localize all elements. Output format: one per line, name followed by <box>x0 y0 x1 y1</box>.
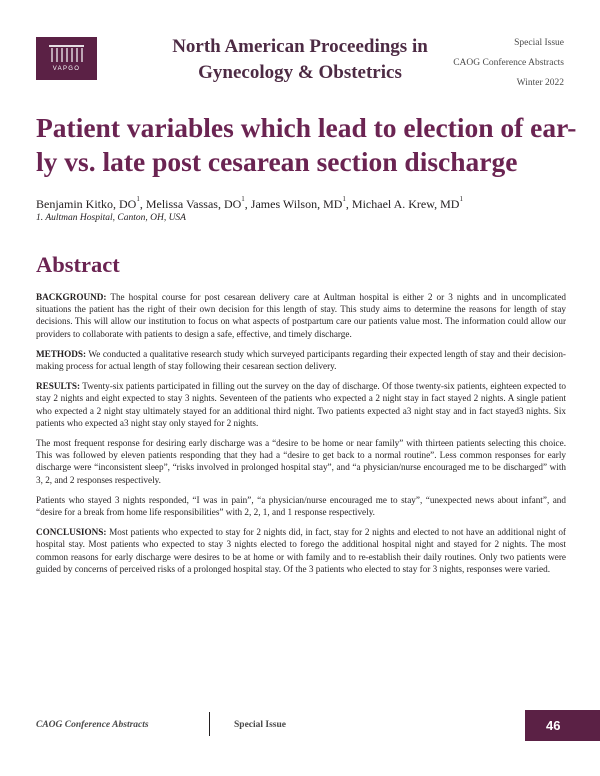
journal-logo <box>36 37 97 80</box>
author-affil-ref: 1 <box>241 195 245 203</box>
results-text: Twenty-six patients participated in filling out the survey on the day of discharge. Of those twenty-six patients, eighteen expected to stay 2 nights and eight expected to stay 3 nights. Seventeen of the patients who expected a 2 night stay in fact stayed 2 nights. A single patient who expected a 2 night stay ultimately stayed for an additional third night. Two patients expected a3 night stay and in fact stayed3 nights. Six patients who expected a3 night stay only stayed for 2 nights. <box>36 381 566 428</box>
background-text: The hospital course for post cesarean delivery care at Aultman hospital is either 2 or 3 nights and in uncomplicated situations the patient has the right of their own decision for this length of stay. This study aims to determine the reasons for length of stay decisions. This will allow our institution to focus on what aspects of postpartum care our patients value most. The information could allow our providers to collaborate with patients to design a safe, effective, and timely discharge. <box>36 292 566 339</box>
author <box>36 197 146 211</box>
article-title-line1: Patient variables which lead to election of ear- <box>36 112 577 143</box>
issue-info <box>453 33 564 93</box>
author-affil-ref: 1 <box>459 195 463 203</box>
author-affil-ref: 1 <box>136 195 140 203</box>
article-title <box>36 111 577 179</box>
conclusions-paragraph <box>36 526 566 575</box>
journal-title-line1: North American Proceedings in <box>172 36 428 57</box>
journal-title-line2: Gynecology & Obstetrics <box>198 62 402 83</box>
conclusions-label: CONCLUSIONS: <box>36 527 107 538</box>
journal-title <box>140 34 460 86</box>
author <box>146 197 251 211</box>
logo-bars-icon <box>49 45 84 62</box>
author-sep: , <box>139 197 146 211</box>
three-nights-paragraph: Patients who stayed 3 nights responded, “I was in pain”, “a physician/nurse encouraged me to stay”, “unexpected news about infant”, and “desire for a break from home life responsibilities” with 2, 2, 1, and 1 response respectively. <box>36 494 566 518</box>
author-name: Michael A. Krew, MD <box>351 197 460 211</box>
article-title-line2: ly vs. late post cesarean section discharge <box>36 146 518 177</box>
background-paragraph <box>36 291 566 340</box>
issue-type: Special Issue <box>514 38 564 48</box>
methods-text: We conducted a qualitative research study which surveyed participants regarding their expected length of stay and their decision-making process for actual length of stay following their cesarean section delivery. <box>36 348 566 372</box>
conclusions-text: Most patients who expected to stay for 2 nights did, in fact, stay for 2 nights and elected to not have an additional night of hospital stay. Most patients who expected to stay 3 nights elected to forego the additional hospital night and stayed for 2 nights. The most common reasons for early discharge were desires to be at home or with family and to re-establish their daily routines. Only two patients were guided by concerns of perceived risks of a prolonged hospital stay. Of the 3 patients who elected to stay for 3 nights, responses were varied. <box>36 527 566 574</box>
author <box>352 197 463 211</box>
background-label: BACKGROUND: <box>36 292 107 302</box>
early-discharge-paragraph: The most frequent response for desiring early discharge was a “desire to be home or near family” with thirteen patients selecting this choice. This was followed by eleven patients responding that they had a “desire to get back to a normal routine”. Less common responses for early discharge were “inconsistent sleep”, “risks involved in prolonged hospital stay”, and “a physician/nurse encouraged me to be discharged” with 3, 2, and 2 responses respectively. <box>36 438 566 485</box>
footer-issue: Special Issue <box>234 720 286 730</box>
logo-text: VAPGO <box>52 66 81 72</box>
author-sep: , <box>345 197 352 211</box>
footer-divider <box>209 712 210 736</box>
abstract-heading: Abstract <box>36 252 120 277</box>
author-list <box>36 190 566 213</box>
results-label: RESULTS: <box>36 381 81 392</box>
issue-date: Winter 2022 <box>516 78 564 88</box>
results-paragraph <box>36 380 566 429</box>
affiliation: 1. Aultman Hospital, Canton, OH, USA <box>36 213 186 223</box>
author <box>251 197 352 211</box>
abstract-body <box>36 291 566 583</box>
author-name: Melissa Vassas, DO <box>145 197 242 211</box>
page-number: 46 <box>525 710 600 741</box>
author-sep: , <box>244 197 251 211</box>
author-affil-ref: 1 <box>342 195 346 203</box>
issue-name: CAOG Conference Abstracts <box>453 58 564 68</box>
author-name: Benjamin Kitko, DO <box>36 197 137 211</box>
footer-journal: CAOG Conference Abstracts <box>36 720 149 730</box>
methods-label: METHODS: <box>36 348 87 359</box>
methods-paragraph <box>36 348 566 372</box>
author-name: James Wilson, MD <box>250 197 343 211</box>
